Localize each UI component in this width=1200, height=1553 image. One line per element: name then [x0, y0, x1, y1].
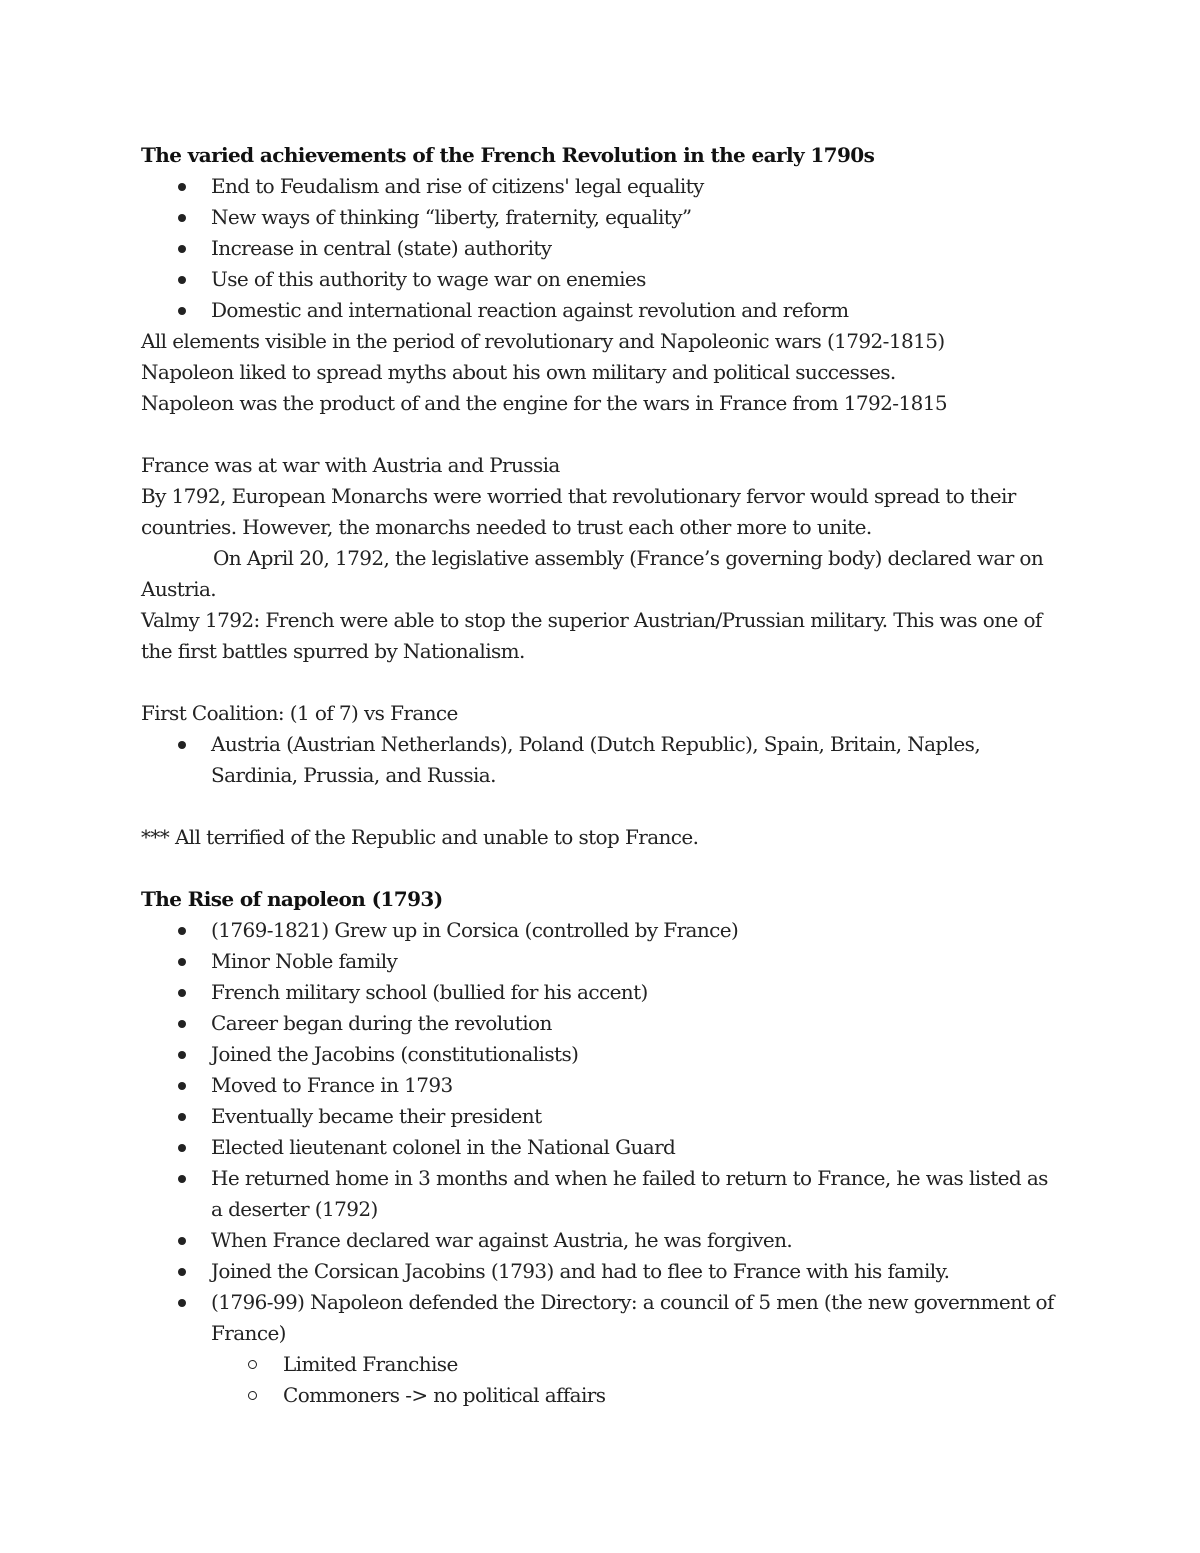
spacer [141, 791, 1061, 822]
sub-list-item: Limited Franchise [141, 1349, 1061, 1380]
list-item: He returned home in 3 months and when he failed to return to France, he was listed as a deserter (1792) [141, 1163, 1061, 1225]
document-page [141, 140, 1061, 1411]
spacer [141, 419, 1061, 450]
list-item: Joined the Corsican Jacobins (1793) and had to flee to France with his family. [141, 1256, 1061, 1287]
list-item: Joined the Jacobins (constitutionalists) [141, 1039, 1061, 1070]
spacer [141, 853, 1061, 884]
list-item: Minor Noble family [141, 946, 1061, 977]
paragraph-line: Napoleon liked to spread myths about his own military and political successes. [141, 360, 896, 384]
section-heading-achievements: The varied achievements of the French Revolution in the early 1790s [141, 143, 875, 167]
list-item: New ways of thinking “liberty, fraternity, equality” [141, 202, 1061, 233]
list-item: When France declared war against Austria, he was forgiven. [141, 1225, 1061, 1256]
napoleon-list [141, 915, 1061, 1349]
paragraph-valmy: Valmy 1792: French were able to stop the superior Austrian/Prussian military. This was one of the first battles spurred by Nationalism. [141, 608, 1042, 663]
paragraph-note: *** All terrified of the Republic and unable to stop France. [141, 825, 699, 849]
directory-sublist [141, 1349, 1061, 1411]
list-item: Career began during the revolution [141, 1008, 1061, 1039]
achievements-list [141, 171, 1061, 326]
spacer [141, 667, 1061, 698]
list-item: (1769-1821) Grew up in Corsica (controlled by France) [141, 915, 1061, 946]
sub-list-item: Commoners -> no political affairs [141, 1380, 1061, 1411]
paragraph-monarchs: By 1792, European Monarchs were worried that revolutionary fervor would spread to their countries. However, the monarchs needed to trust each other more to unite. [141, 484, 1016, 539]
paragraph-line: All elements visible in the period of revolutionary and Napoleonic wars (1792-1815) [141, 329, 945, 353]
paragraph-first-coalition: First Coalition: (1 of 7) vs France [141, 701, 458, 725]
list-item: Austria (Austrian Netherlands), Poland (Dutch Republic), Spain, Britain, Naples, Sardinia, Prussia, and Russia. [141, 729, 1061, 791]
section-heading-rise-of-napoleon: The Rise of napoleon (1793) [141, 887, 443, 911]
paragraph-declaration-of-war: On April 20, 1792, the legislative assembly (France’s governing body) declared war on Austria. [141, 546, 1044, 601]
list-item: Eventually became their president [141, 1101, 1061, 1132]
list-item: Elected lieutenant colonel in the National Guard [141, 1132, 1061, 1163]
coalition-list [141, 729, 1061, 791]
list-item: French military school (bullied for his accent) [141, 977, 1061, 1008]
paragraph-war-austria-prussia: France was at war with Austria and Prussia [141, 453, 560, 477]
paragraph-line: Napoleon was the product of and the engine for the wars in France from 1792-1815 [141, 391, 947, 415]
list-item: Increase in central (state) authority [141, 233, 1061, 264]
list-item: (1796-99) Napoleon defended the Directory: a council of 5 men (the new government of France) [141, 1287, 1061, 1349]
list-item: Domestic and international reaction against revolution and reform [141, 295, 1061, 326]
list-item: Moved to France in 1793 [141, 1070, 1061, 1101]
list-item: End to Feudalism and rise of citizens' legal equality [141, 171, 1061, 202]
list-item: Use of this authority to wage war on enemies [141, 264, 1061, 295]
